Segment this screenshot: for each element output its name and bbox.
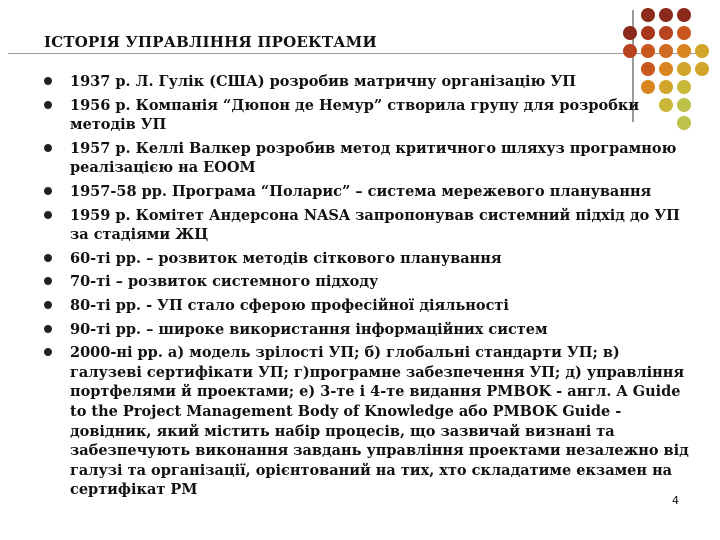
history-bullet-list <box>44 72 694 504</box>
item-text: 1957 р. Келлі Валкер розробив метод критичного шляхуз програмною реалізацією на ЕООМ <box>70 139 677 177</box>
item-text: 80-ті рр. - УП стало сферою професійної діяльності <box>70 296 509 314</box>
list-item <box>44 182 694 202</box>
item-text: 1957-58 рр. Програма “Поларис” – система мережевого планування <box>70 182 652 200</box>
item-text: 1937 р. Л. Гулік (США) розробив матричну організацію УП <box>70 73 576 90</box>
list-item <box>44 320 694 340</box>
bullet-icon <box>44 348 52 356</box>
decor-dot <box>641 44 655 58</box>
list-item <box>44 272 694 292</box>
list-item <box>44 96 694 135</box>
bullet-icon <box>44 301 52 309</box>
decor-dot <box>659 8 673 22</box>
list-item <box>44 72 694 92</box>
bullet-icon <box>44 144 52 152</box>
decor-dot <box>623 44 637 58</box>
bullet-icon <box>44 211 52 219</box>
decor-dot <box>695 62 709 76</box>
list-item <box>44 206 694 245</box>
bullet-icon <box>44 101 52 109</box>
bullet-icon <box>44 77 52 85</box>
bullet-icon <box>44 325 52 333</box>
item-text: 1956 р. Компанія “Дюпон де Немур” створила групу для розробки методів УП <box>70 96 640 134</box>
item-continuation-text: довідник, який містить набір процесів, що зазвичай визнані та забезпечують виконання завдань управління проектами незалежно від галузі та організації, орієнтований на тих, хто складатиме екзамен на сертифікат PM <box>70 422 689 499</box>
list-item <box>44 296 694 316</box>
page-number: 4 <box>672 494 679 507</box>
decor-dot <box>641 26 655 40</box>
decor-dot <box>659 44 673 58</box>
bullet-icon <box>44 187 52 195</box>
decor-dot <box>623 26 637 40</box>
horizontal-divider <box>8 53 708 54</box>
item-text: 90-ті рр. – широке використання інформаційних систем <box>70 320 548 338</box>
decor-dot <box>677 26 691 40</box>
decor-dot <box>641 8 655 22</box>
slide-title: ІСТОРІЯ УПРАВЛІННЯ ПРОЕКТАМИ <box>44 33 377 51</box>
decor-dot <box>677 44 691 58</box>
list-item <box>44 343 694 500</box>
list-item <box>44 139 694 178</box>
decor-dot <box>695 44 709 58</box>
bullet-icon <box>44 254 52 262</box>
decor-dot <box>677 8 691 22</box>
item-text: 1959 р. Комітет Андерсона NASA запропонував системний підхід до УП за стадіями ЖЦ <box>70 206 680 244</box>
list-item <box>44 249 694 269</box>
bullet-icon <box>44 277 52 285</box>
decor-dot <box>659 26 673 40</box>
item-text: 70-ті – розвиток системного підходу <box>70 273 379 291</box>
item-text: 2000-ні рр. а) модель зрілості УП; б) глобальні стандарти УП; в) галузеві сертифікати УП; г)програмне забезпечення УП; д) управління портфелями й проектами; е) 3-те і 4-те видання PMBOK - англ. A Guide to the Project Management Body of Knowledge або PMBOK Guide - <box>70 344 685 420</box>
item-text: 60-ті рр. – розвиток методів сіткового планування <box>70 249 502 267</box>
